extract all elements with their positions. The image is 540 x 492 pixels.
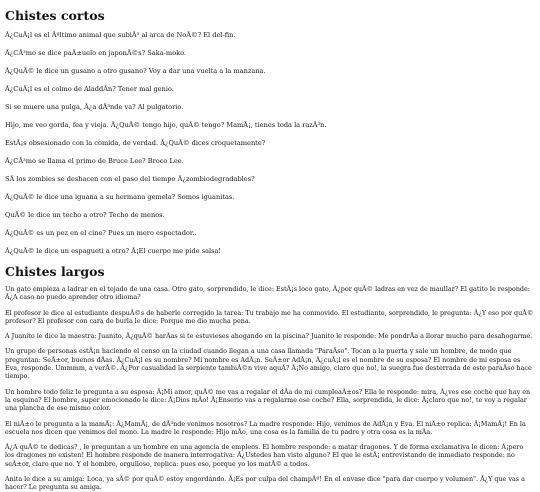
- short-joke: Â¿CuÃ¡l es el colmo de AladdÃn? Tener mal genio.: [5, 85, 174, 93]
- long-joke: A Juanito le dice la maestra: Juanito, Â¿quÃ© harÃas si te estuvieses ahogando en la piscina? Juanito le responde: Me pondrÃa a llorar mucho para desahogarme.: [5, 332, 533, 341]
- short-joke: EstÃ¡s obsesionado con la comida, de verdad. Â¿QuÃ© dices croquetamente?: [5, 139, 266, 147]
- short-joke: QuÃ© le dice un techo a otro? Techo de menos.: [5, 211, 165, 219]
- long-joke: Anita le dice a su amiga: Loca, ya sÃ© por quÃ© estoy engordando. Â¡Es por culpa del champÃº! En el envase dice "para dar cuerpo y volumen". Â¿Y que vas a hacer? Le pregunta su amiga.: [5, 475, 525, 492]
- short-joke: Â¿QuÃ© le dice un espagueti a otro? Â¡El cuerpo me pide salsa!: [5, 247, 222, 255]
- short-joke: Â¿CÃ³mo se llama el primo de Bruce Lee? Broco Lee.: [5, 157, 184, 165]
- long-joke: El profesor le dice al estudiante despuÃ©s de haberle corregido la tarea: Tu trabajo me ha conmovido. El estudiante, sorprendido, le pregunta: Â¿Y eso por quÃ© profesor? El profesor con cara de burla le dice: Porque me dio mucha pena.: [5, 308, 534, 325]
- short-joke: SÃ los zombies se deshacen con el paso del tiempo Â¿zombiodegradables?: [5, 175, 255, 183]
- short-joke: Si se muere una pulga, Â¿a dÃ³nde va? Al pulgatorio.: [5, 103, 184, 111]
- short-joke: Â¿CuÃ¡l es el Ãºltimo animal que subiÃ³ al arca de NoÃ©? El del-fin.: [5, 31, 236, 39]
- long-joke: Un gato empieza a ladrar en el tejado de una casa. Otro gato, sorprendido, le dice: EstÃ¡s loco gato, Â¿por quÃ© ladras en vez de maullar? El gatito le responde: Â¿A caso no puedo aprender otro idioma?: [5, 285, 530, 302]
- long-joke: El niÃ±o le pregunta a la mamÃ¡: Â¿MamÃ¡, de dÃ³nde venimos nosotros? La madre responde: Hijo, venimos de AdÃ¡n y Eva. El niÃ±o replica: Â¡MamÃ¡! En la escuela nos dicen que venimos del mono. La madre le responde: Hijo mÃo, una cosa es la familia de tu padre y otra cosa es la mÃa.: [5, 419, 526, 436]
- short-joke: Hijo, me veo gorda, fea y vieja. Â¿QuÃ© tengo hijo, quÃ© tengo? MamÃ¡, tienes toda la razÃ³n.: [5, 121, 327, 129]
- long-joke: Un hombre todo feliz le pregunta a su esposa: Â¡Mi amor, quÃ© me vas a regalar el dÃa de mi cumpleaÃ±os? Ella le responde: mira, Â¿ves ese coche que hay en la esquina? El hombre, super emocionado le dice: Â¡Dios mÃo! Â¡Enserio vas a regalarme ese coche? Ella, sorprendida, le dice: Â¡claro que no!, te voy a regalar una plancha de ese mismo color.: [5, 387, 531, 413]
- short-joke: Â¿QuÃ© le dice un gusano a otro gusano? Voy a dar una vuelta a la manzana.: [5, 67, 266, 75]
- section-title-short-jokes: Chistes cortos: [5, 8, 105, 23]
- long-joke: Un grupo de personas estÃ¡n haciendo el censo en la ciudad cuando llegan a una casa llamada "ParaÃso". Tocan a la puerta y sale un hombre, de modo que preguntan: SeÃ±or, buenos dÃas. Â¿CuÃ¡l es su nombre? Mi nombre es AdÃ¡n. SeÃ±or AdÃ¡n, Â¿cuÃ¡l es el nombre de su esposa? El nombre de mi esposa es Eva, responde. Ummmm, a verÃ©. Â¿Por casualidad la serpiente tambiÃ©n vive aquÃ? Â¡No amigo, claro que no!, la suegra fue desterrada de este paraÃso hace tiempo.: [5, 347, 532, 381]
- long-joke: Â¿A quÃ© te dedicas? , le preguntan a un hombre en una agencia de empleos. El hombre responde: a matar dragones. Y de forma exclamativa le dicen: Â¡pero los dragones no existen! El hombre responde de manera interrogativa: Â¿Ustedes han visto alguno? El que le estÃ¡ entrevistando de inmediato responde: no seÃ±or, claro que no. Y el hombre, orgulloso, replica: pues eso, porque yo los matÃ© a todos.: [5, 443, 524, 468]
- short-joke: Â¿QuÃ© es un pez en el cine? Pues un mero espectador..: [5, 229, 197, 237]
- section-title-long-jokes: Chistes largos: [5, 264, 105, 279]
- short-joke: Â¿QuÃ© le dice una iguana a su hermana gemela? Somos iguanitas.: [5, 193, 235, 201]
- long-jokes-list: [5, 285, 534, 492]
- short-joke: Â¿CÃ³mo se dice paÃ±uelo en japonÃ©s? Saka-moko.: [5, 49, 187, 57]
- short-jokes-list: [5, 31, 534, 255]
